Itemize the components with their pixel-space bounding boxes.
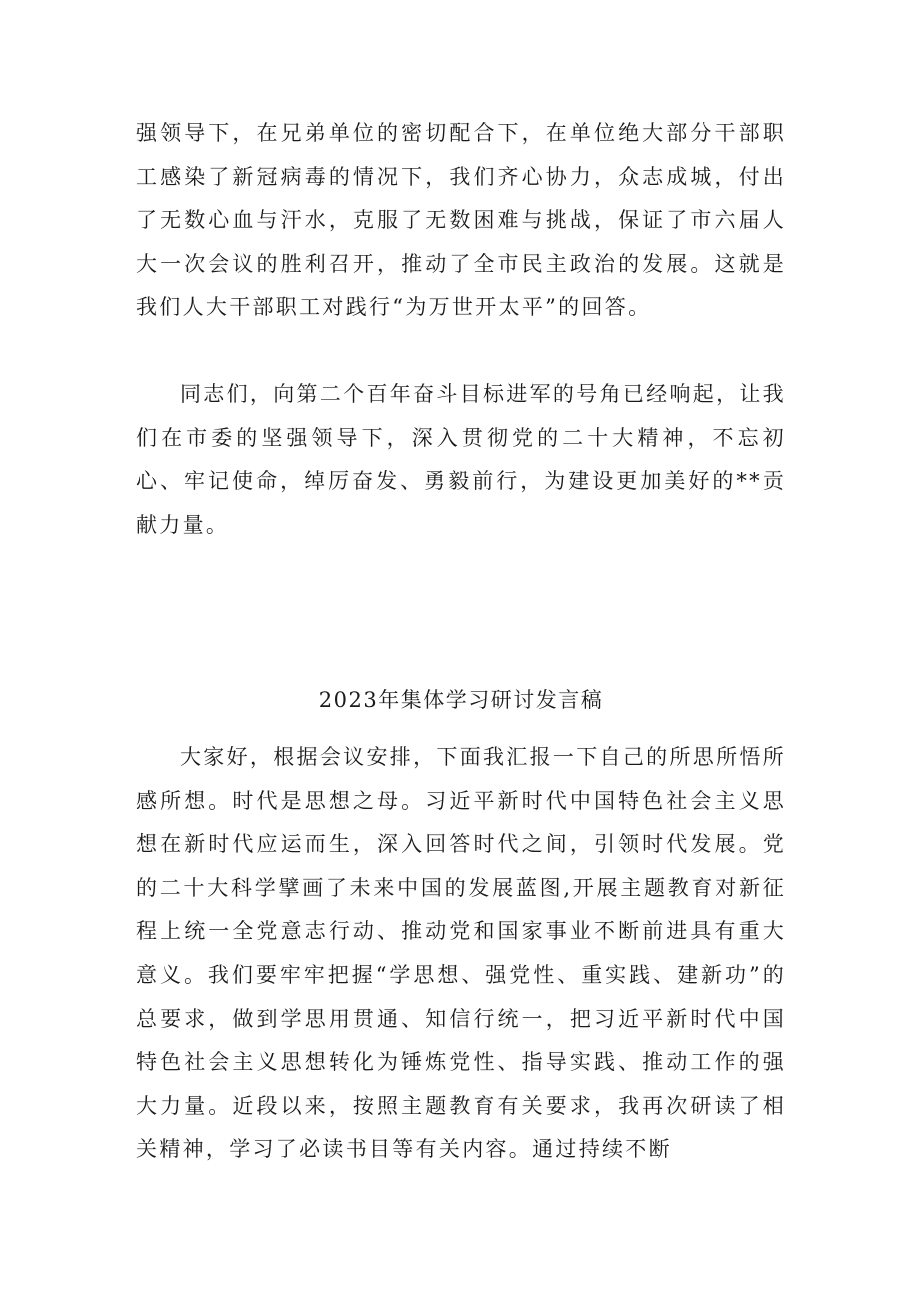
continuation-paragraph: 强领导下，在兄弟单位的密切配合下，在单位绝大部分干部职工感染了新冠病毒的情况下，我们齐心协力，众志成城，付出了无数心血与汗水，克服了无数困难与挑战，保证了市六届人大一次会议的胜利召开，推动了全市民主政治的发展。这就是我们人大干部职工对践行“为万世开太平”的回答。 bbox=[136, 121, 786, 320]
second-document-title: 2023年集体学习研讨发言稿 bbox=[318, 688, 604, 712]
closing-paragraph: 同志们，向第二个百年奋斗目标进军的号角已经响起，让我们在市委的坚强领导下，深入贯彻党的二十大精神，不忘初心、牢记使命，绰厉奋发、勇毅前行，为建设更加美好的**贡献力量。 bbox=[136, 382, 786, 537]
second-intro-paragraph: 大家好，根据会议安排，下面我汇报一下自己的所思所悟所感所想。时代是思想之母。习近平新时代中国特色社会主义思想在新时代应运而生，深入回答时代之间，引领时代发展。党的二十大科学擘画了未来中国的发展蓝图,开展主题教育对新征程上统一全党意志行动、推动党和国家事业不断前进具有重大意义。我们要牢牢把握“学思想、强党性、重实践、建新功”的总要求，做到学思用贯通、知信行统一，把习近平新时代中国特色社会主义思想转化为锤炼党性、指导实践、推动工作的强大力量。近段以来，按照主题教育有关要求，我再次研读了相关精神，学习了必读书目等有关内容。通过持续不断 bbox=[136, 745, 786, 1162]
